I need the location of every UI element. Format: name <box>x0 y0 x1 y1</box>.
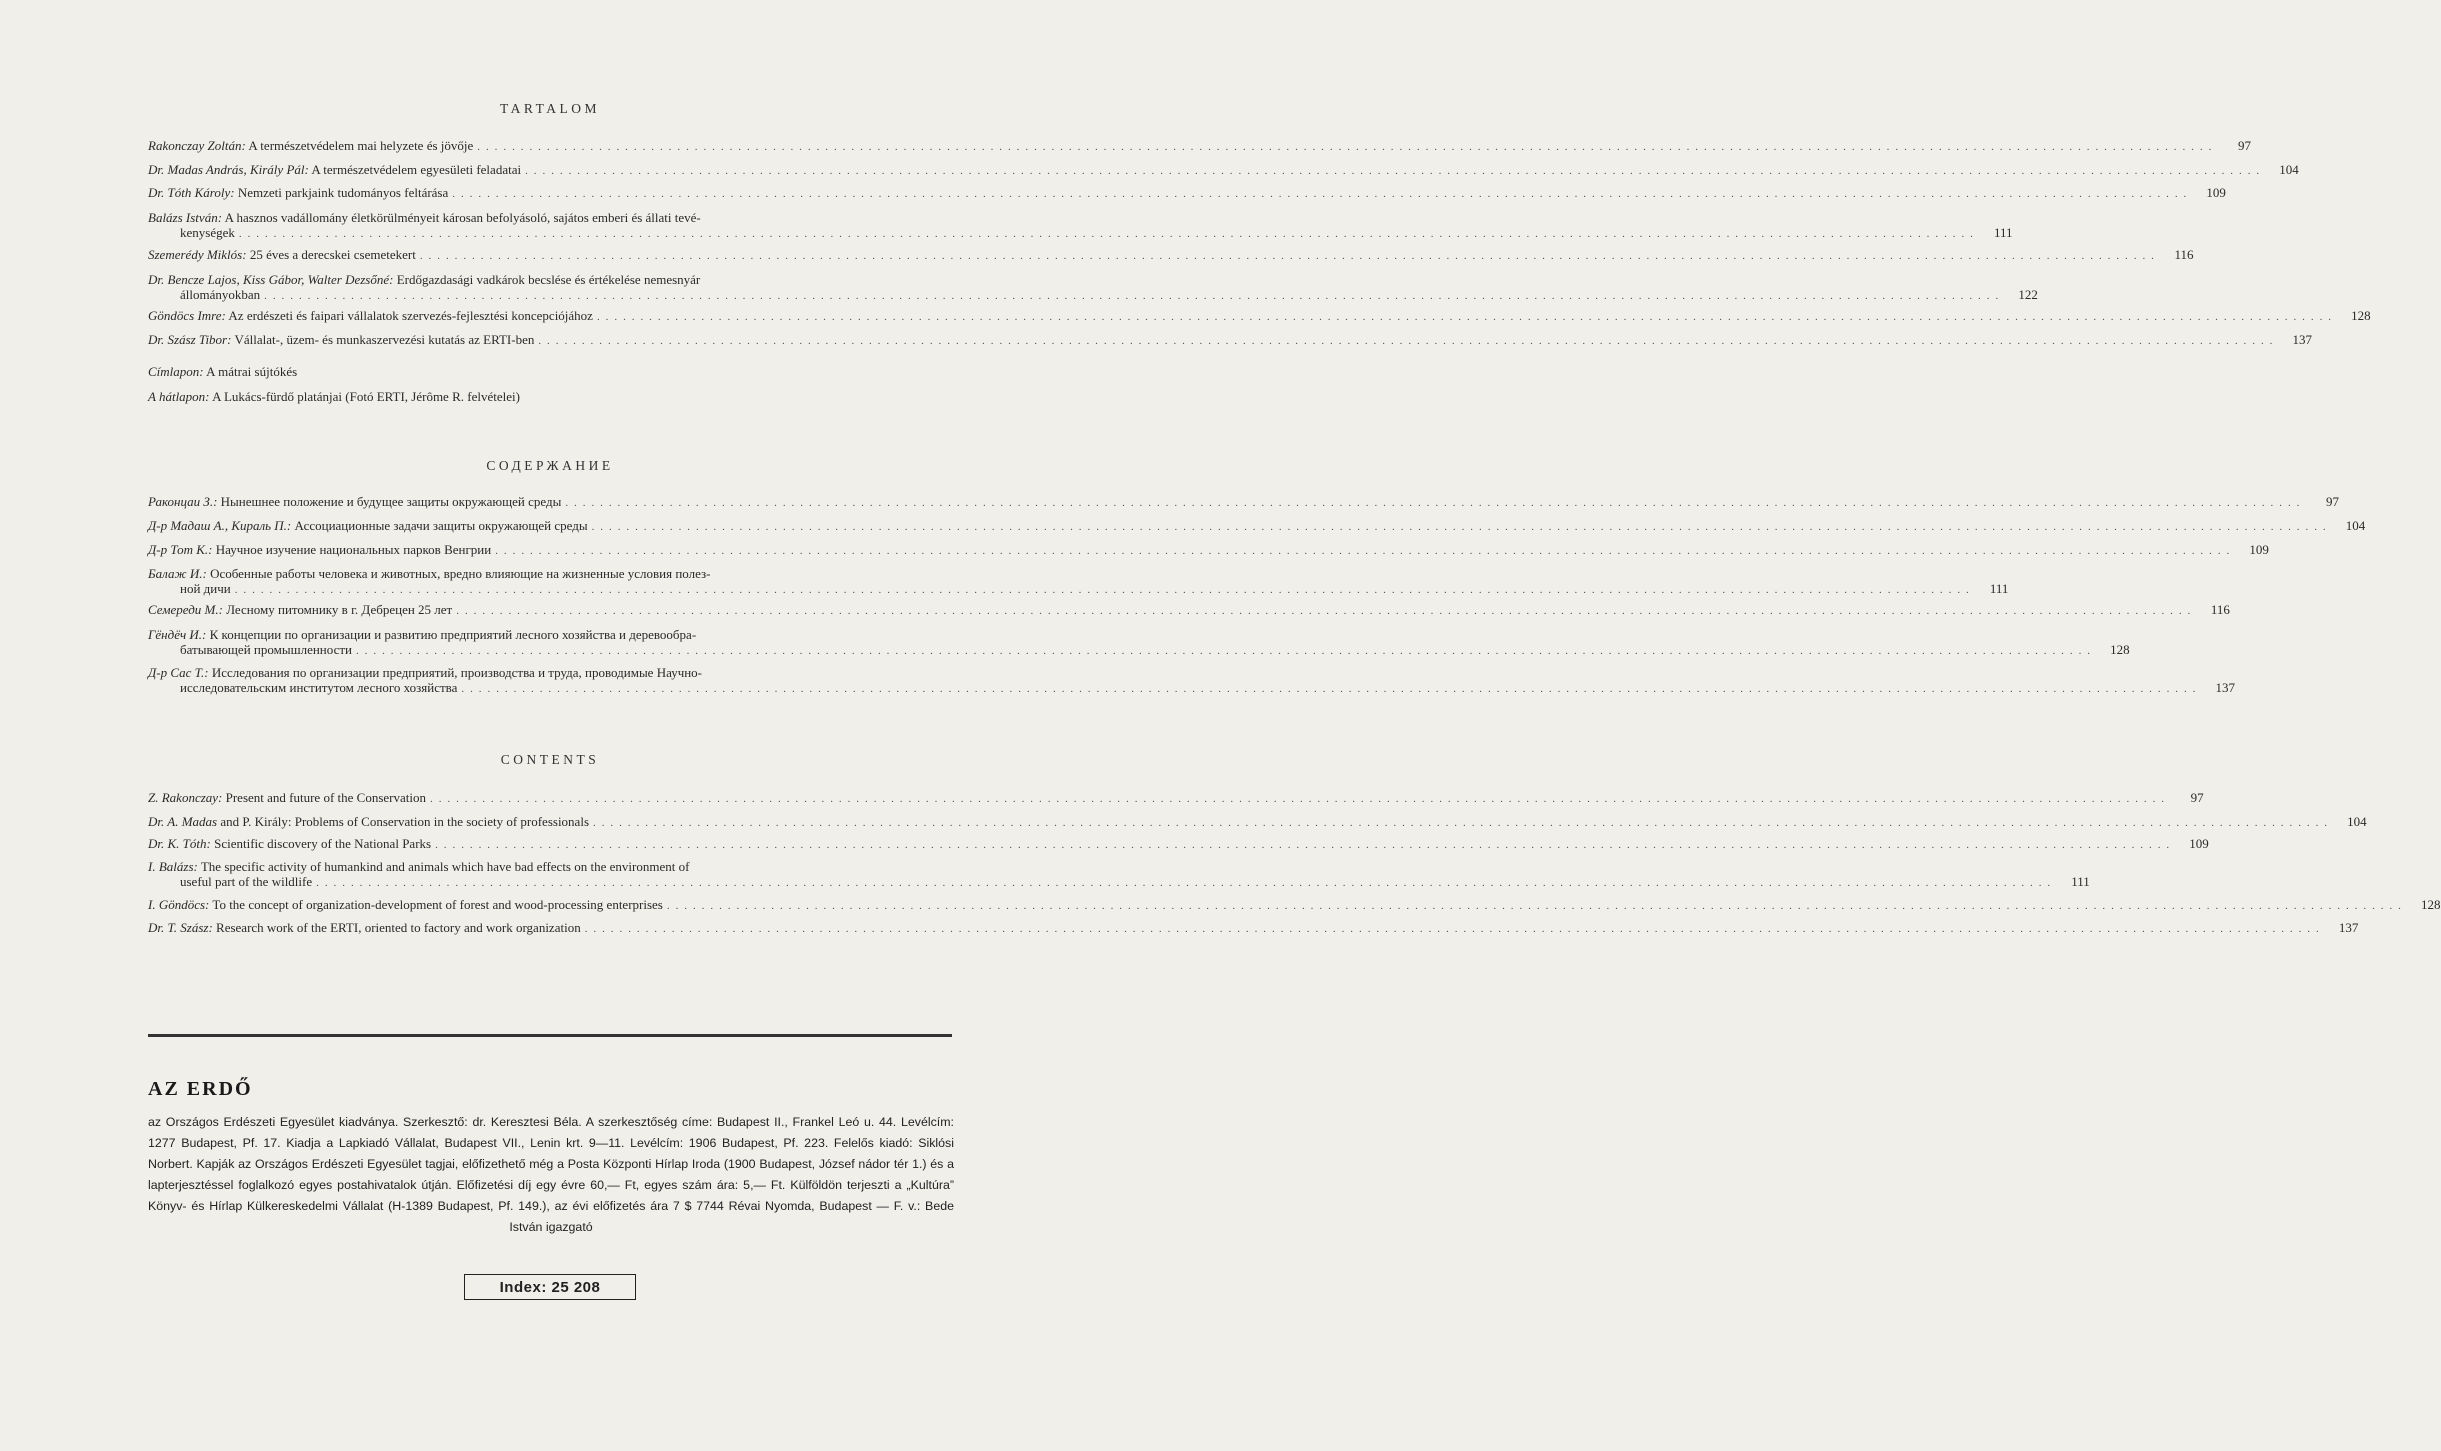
back-caption <box>148 389 951 404</box>
toc-page-number: 109 <box>2189 836 2209 851</box>
toc-page-number: 128 <box>2421 897 2441 912</box>
toc-entry <box>148 566 2009 598</box>
toc-page-number: 137 <box>2215 680 2236 695</box>
toc-title-continued: батывающей промышленности <box>180 642 352 657</box>
back-text: A Lukács-fürdő platánjai (Fotó ERTI, Jérôme R. felvételei) <box>212 389 520 404</box>
toc-author: Д-р Тот К.: <box>148 542 213 557</box>
toc-page-number: 122 <box>2018 287 2038 302</box>
tartalom-heading: TARTALOM <box>499 101 601 116</box>
toc-author: Dr. Szász Tibor: <box>148 332 232 347</box>
toc-author: Д-р Сас Т.: <box>148 665 209 680</box>
toc-entry <box>148 790 2204 807</box>
toc-author: Dr. A. Madas <box>148 814 218 829</box>
masthead-title: AZ ERDŐ <box>148 1078 253 1100</box>
toc-page-number: 111 <box>2071 874 2090 889</box>
toc-entry <box>148 920 2359 937</box>
toc-author: Dr. K. Tóth: <box>148 836 211 851</box>
toc-page-number: 109 <box>2249 542 2269 557</box>
toc-title: Лесному питомнику в г. Дебрецен 25 лет <box>226 602 453 617</box>
toc-page-number: 97 <box>2326 494 2339 509</box>
back-label: A hátlapon: <box>148 389 210 404</box>
leader-dots: . . . . . . . . . . . . . . . . . . . . . . . . . . . . . . . . . . . . . . . . . . . . . . . . . . . . . . . . . . . . . . . . . . . . . . . . . . . . . . . . . . . . . . . . . . . . . . . . . . . . . . . . . . . . . . . . . . . . . . . . . . . . . . . . . . . . . . . . . . . . . . . . . . . . . . . . . . . . . . . . . . . . . . . . . . . . . . . . . . . . . . . . . . . . . . . . . . . . . . . . <box>477 141 2213 153</box>
leader-dots: . . . . . . . . . . . . . . . . . . . . . . . . . . . . . . . . . . . . . . . . . . . . . . . . . . . . . . . . . . . . . . . . . . . . . . . . . . . . . . . . . . . . . . . . . . . . . . . . . . . . . . . . . . . . . . . . . . . . . . . . . . . . . . . . . . . . . . . . . . . . . . . . . . . . . . . . . . . . . . . . . . . . . . . . . . . . . . . . . . . . . . . . . . . . . . . . . . . . . . . . <box>461 683 2198 695</box>
toc-author: Балаж И.: <box>148 566 207 581</box>
leader-dots: . . . . . . . . . . . . . . . . . . . . . . . . . . . . . . . . . . . . . . . . . . . . . . . . . . . . . . . . . . . . . . . . . . . . . . . . . . . . . . . . . . . . . . . . . . . . . . . . . . . . . . . . . . . . . . . . . . . . . . . . . . . . . . . . . . . . . . . . . . . . . . . . . . . . . . . . . . . . . . . . . . . . . . . . . . . . . . . . . . . . . . . . . . . . . . . . . . . . . . . . <box>238 228 1975 240</box>
toc-entry <box>148 665 2236 697</box>
toc-title: Erdőgazdasági vadkárok becslése és értékelése nemesnyár <box>396 272 701 287</box>
leader-dots: . . . . . . . . . . . . . . . . . . . . . . . . . . . . . . . . . . . . . . . . . . . . . . . . . . . . . . . . . . . . . . . . . . . . . . . . . . . . . . . . . . . . . . . . . . . . . . . . . . . . . . . . . . . . . . . . . . . . . . . . . . . . . . . . . . . . . . . . . . . . . . . . . . . . . . . . . . . . . . . . . . . . . . . . . . . . . . . . . . . . . . . . . . . . . . . . . . . . . . . . <box>525 165 2261 177</box>
leader-dots: . . . . . . . . . . . . . . . . . . . . . . . . . . . . . . . . . . . . . . . . . . . . . . . . . . . . . . . . . . . . . . . . . . . . . . . . . . . . . . . . . . . . . . . . . . . . . . . . . . . . . . . . . . . . . . . . . . . . . . . . . . . . . . . . . . . . . . . . . . . . . . . . . . . . . . . . . . . . . . . . . . . . . . . . . . . . . . . . . . . . . . . . . . . . . . . . . . . . . . . . <box>591 521 2328 533</box>
leader-dots: . . . . . . . . . . . . . . . . . . . . . . . . . . . . . . . . . . . . . . . . . . . . . . . . . . . . . . . . . . . . . . . . . . . . . . . . . . . . . . . . . . . . . . . . . . . . . . . . . . . . . . . . . . . . . . . . . . . . . . . . . . . . . . . . . . . . . . . . . . . . . . . . . . . . . . . . . . . . . . . . . . . . . . . . . . . . . . . . . . . . . . . . . . . . . . . . . . . . . . . . <box>452 188 2188 200</box>
toc-author: Dr. T. Szász: <box>148 920 213 935</box>
toc-title: Az erdészeti és faipari vállalatok szervezés-fejlesztési koncepciójához <box>228 308 593 323</box>
toc-title: Present and future of the Conservation <box>225 790 426 805</box>
toc-page-number: 97 <box>2237 138 2251 153</box>
toc-title: Нынешнее положение и будущее защиты окружающей среды <box>220 494 562 509</box>
toc-title: The specific activity of humankind and animals which have bad effects on the environment of <box>200 859 690 874</box>
toc-page-number: 104 <box>2279 162 2299 177</box>
toc-author: Z. Rakonczay: <box>148 790 223 805</box>
toc-title: Nemzeti parkjaink tudományos feltárása <box>237 185 449 200</box>
toc-entry <box>148 332 2313 349</box>
leader-dots: . . . . . . . . . . . . . . . . . . . . . . . . . . . . . . . . . . . . . . . . . . . . . . . . . . . . . . . . . . . . . . . . . . . . . . . . . . . . . . . . . . . . . . . . . . . . . . . . . . . . . . . . . . . . . . . . . . . . . . . . . . . . . . . . . . . . . . . . . . . . . . . . . . . . . . . . . . . . . . . . . . . . . . . . . . . . . . . . . . . . . . . . . . . . . . . . . . . . . . . . <box>430 793 2166 805</box>
leader-dots: . . . . . . . . . . . . . . . . . . . . . . . . . . . . . . . . . . . . . . . . . . . . . . . . . . . . . . . . . . . . . . . . . . . . . . . . . . . . . . . . . . . . . . . . . . . . . . . . . . . . . . . . . . . . . . . . . . . . . . . . . . . . . . . . . . . . . . . . . . . . . . . . . . . . . . . . . . . . . . . . . . . . . . . . . . . . . . . . . . . . . . . . . . . . . . . . . . . . . . . . <box>355 645 2092 657</box>
toc-entry <box>148 627 2130 659</box>
toc-entry <box>148 814 2367 831</box>
toc-author: Szemerédy Miklós: <box>148 247 247 262</box>
toc-entry <box>148 897 2441 914</box>
toc-author: Dr. Tóth Károly: <box>148 185 235 200</box>
toc-title-continued: ной дичи <box>180 581 231 596</box>
toc-title: Исследования по организации предприятий, производства и труда, проводимые Научно- <box>211 665 703 680</box>
leader-dots: . . . . . . . . . . . . . . . . . . . . . . . . . . . . . . . . . . . . . . . . . . . . . . . . . . . . . . . . . . . . . . . . . . . . . . . . . . . . . . . . . . . . . . . . . . . . . . . . . . . . . . . . . . . . . . . . . . . . . . . . . . . . . . . . . . . . . . . . . . . . . . . . . . . . . . . . . . . . . . . . . . . . . . . . . . . . . . . . . . . . . . . . . . . . . . . . . . . . . . . . <box>316 877 2052 889</box>
toc-title: A hasznos vadállomány életkörülményeit károsan befolyásoló, sajátos emberi és állati tevé- <box>224 210 701 225</box>
cover-label: Címlapon: <box>148 364 204 379</box>
toc-author: Göndöcs Imre: <box>148 308 226 323</box>
toc-title: Особенные работы человека и животных, вредно влияющие на жизненные условия полез- <box>210 566 711 581</box>
leader-dots: . . . . . . . . . . . . . . . . . . . . . . . . . . . . . . . . . . . . . . . . . . . . . . . . . . . . . . . . . . . . . . . . . . . . . . . . . . . . . . . . . . . . . . . . . . . . . . . . . . . . . . . . . . . . . . . . . . . . . . . . . . . . . . . . . . . . . . . . . . . . . . . . . . . . . . . . . . . . . . . . . . . . . . . . . . . . . . . . . . . . . . . . . . . . . . . . . . . . . . . . <box>495 545 2231 557</box>
toc-title: К концепции по организации и развитию предприятий лесного хозяйства и деревообра- <box>209 627 697 642</box>
toc-author: Dr. Madas András, Király Pál: <box>148 162 309 177</box>
toc-title: Ассоциационные задачи защиты окружающей среды <box>294 518 588 533</box>
toc-title: 25 éves a derecskei csemetekert <box>249 247 416 262</box>
leader-dots: . . . . . . . . . . . . . . . . . . . . . . . . . . . . . . . . . . . . . . . . . . . . . . . . . . . . . . . . . . . . . . . . . . . . . . . . . . . . . . . . . . . . . . . . . . . . . . . . . . . . . . . . . . . . . . . . . . . . . . . . . . . . . . . . . . . . . . . . . . . . . . . . . . . . . . . . . . . . . . . . . . . . . . . . . . . . . . . . . . . . . . . . . . . . . . . . . . . . . . . . <box>593 817 2329 829</box>
toc-entry <box>148 602 2230 619</box>
toc-title: To the concept of organization-development of forest and wood-processing enterprises <box>212 897 663 912</box>
toc-entry <box>148 247 2194 264</box>
toc-page-number: 128 <box>2110 642 2130 657</box>
toc-page-number: 128 <box>2351 308 2371 323</box>
toc-entry <box>148 272 2038 304</box>
toc-author: Dr. Bencze Lajos, Kiss Gábor, Walter Dezsőné: <box>148 272 394 287</box>
toc-page-number: 111 <box>1993 225 2013 240</box>
toc-title: Research work of the ERTI, oriented to factory and work organization <box>216 920 581 935</box>
toc-page-number: 97 <box>2190 790 2204 805</box>
cover-caption <box>148 364 951 379</box>
toc-title: Scientific discovery of the National Parks <box>214 836 432 851</box>
toc-title-continued: исследовательским институтом лесного хозяйства <box>180 680 458 695</box>
toc-entry <box>148 542 2269 559</box>
toc-page-number: 116 <box>2210 602 2230 617</box>
soderzhanie-heading: СОДЕРЖАНИЕ <box>486 458 614 473</box>
leader-dots: . . . . . . . . . . . . . . . . . . . . . . . . . . . . . . . . . . . . . . . . . . . . . . . . . . . . . . . . . . . . . . . . . . . . . . . . . . . . . . . . . . . . . . . . . . . . . . . . . . . . . . . . . . . . . . . . . . . . . . . . . . . . . . . . . . . . . . . . . . . . . . . . . . . . . . . . . . . . . . . . . . . . . . . . . . . . . . . . . . . . . . . . . . . . . . . . . . . . . . . . <box>234 584 1971 596</box>
divider-rule <box>148 1034 952 1037</box>
leader-dots: . . . . . . . . . . . . . . . . . . . . . . . . . . . . . . . . . . . . . . . . . . . . . . . . . . . . . . . . . . . . . . . . . . . . . . . . . . . . . . . . . . . . . . . . . . . . . . . . . . . . . . . . . . . . . . . . . . . . . . . . . . . . . . . . . . . . . . . . . . . . . . . . . . . . . . . . . . . . . . . . . . . . . . . . . . . . . . . . . . . . . . . . . . . . . . . . . . . . . . . . <box>456 605 2192 617</box>
toc-title: A természetvédelem mai helyzete és jövője <box>248 138 474 153</box>
index-box: Index: 25 208 <box>464 1274 636 1300</box>
leader-dots: . . . . . . . . . . . . . . . . . . . . . . . . . . . . . . . . . . . . . . . . . . . . . . . . . . . . . . . . . . . . . . . . . . . . . . . . . . . . . . . . . . . . . . . . . . . . . . . . . . . . . . . . . . . . . . . . . . . . . . . . . . . . . . . . . . . . . . . . . . . . . . . . . . . . . . . . . . . . . . . . . . . . . . . . . . . . . . . . . . . . . . . . . . . . . . . . . . . . . . . . <box>565 497 2301 509</box>
toc-entry <box>148 185 2226 202</box>
cover-text: A mátrai sújtókés <box>206 364 298 379</box>
toc-entry <box>148 859 2090 891</box>
toc-title: A természetvédelem egyesületi feladatai <box>311 162 522 177</box>
leader-dots: . . . . . . . . . . . . . . . . . . . . . . . . . . . . . . . . . . . . . . . . . . . . . . . . . . . . . . . . . . . . . . . . . . . . . . . . . . . . . . . . . . . . . . . . . . . . . . . . . . . . . . . . . . . . . . . . . . . . . . . . . . . . . . . . . . . . . . . . . . . . . . . . . . . . . . . . . . . . . . . . . . . . . . . . . . . . . . . . . . . . . . . . . . . . . . . . . . . . . . . . <box>435 839 2171 851</box>
leader-dots: . . . . . . . . . . . . . . . . . . . . . . . . . . . . . . . . . . . . . . . . . . . . . . . . . . . . . . . . . . . . . . . . . . . . . . . . . . . . . . . . . . . . . . . . . . . . . . . . . . . . . . . . . . . . . . . . . . . . . . . . . . . . . . . . . . . . . . . . . . . . . . . . . . . . . . . . . . . . . . . . . . . . . . . . . . . . . . . . . . . . . . . . . . . . . . . . . . . . . . . . <box>538 335 2275 347</box>
toc-author: Семереди М.: <box>148 602 223 617</box>
toc-author: Balázs István: <box>148 210 223 225</box>
toc-page-number: 137 <box>2292 332 2313 347</box>
contents-heading: CONTENTS <box>500 752 600 767</box>
toc-author: Rakonczay Zoltán: <box>148 138 246 153</box>
toc-page-number: 104 <box>2345 518 2366 533</box>
toc-title: Научное изучение национальных парков Венгрии <box>215 542 492 557</box>
toc-entry <box>148 138 2251 155</box>
toc-title-continued: useful part of the wildlife <box>180 874 313 889</box>
toc-entry <box>148 210 2013 242</box>
toc-author: Раконцаи З.: <box>148 494 218 509</box>
toc-author: Д-р Мадаш А., Кираль П.: <box>148 518 292 533</box>
toc-page-number: 104 <box>2347 814 2367 829</box>
toc-page-number: 116 <box>2174 247 2194 262</box>
toc-title-continued: állományokban <box>180 287 261 302</box>
toc-page-number: 109 <box>2206 185 2226 200</box>
leader-dots: . . . . . . . . . . . . . . . . . . . . . . . . . . . . . . . . . . . . . . . . . . . . . . . . . . . . . . . . . . . . . . . . . . . . . . . . . . . . . . . . . . . . . . . . . . . . . . . . . . . . . . . . . . . . . . . . . . . . . . . . . . . . . . . . . . . . . . . . . . . . . . . . . . . . . . . . . . . . . . . . . . . . . . . . . . . . . . . . . . . . . . . . . . . . . . . . . . . . . . . . <box>419 250 2156 262</box>
toc-title: and P. Király: Problems of Conservation in the society of professionals <box>220 814 589 829</box>
toc-entry <box>148 162 2299 179</box>
toc-entry <box>148 518 2366 535</box>
toc-author: I. Balázs: <box>148 859 198 874</box>
toc-entry <box>148 494 2339 511</box>
toc-title: Vállalat-, üzem- és munkaszervezési kutatás az ERTI-ben <box>234 332 535 347</box>
toc-page-number: 137 <box>2338 920 2359 935</box>
toc-entry <box>148 308 2371 325</box>
toc-author: Гëндëч И.: <box>148 627 207 642</box>
toc-author: I. Göndöcs: <box>148 897 210 912</box>
leader-dots: . . . . . . . . . . . . . . . . . . . . . . . . . . . . . . . . . . . . . . . . . . . . . . . . . . . . . . . . . . . . . . . . . . . . . . . . . . . . . . . . . . . . . . . . . . . . . . . . . . . . . . . . . . . . . . . . . . . . . . . . . . . . . . . . . . . . . . . . . . . . . . . . . . . . . . . . . . . . . . . . . . . . . . . . . . . . . . . . . . . . . . . . . . . . . . . . . . . . . . . . <box>666 900 2403 912</box>
toc-page-number: 111 <box>1989 581 2009 596</box>
toc-entry <box>148 836 2209 853</box>
leader-dots: . . . . . . . . . . . . . . . . . . . . . . . . . . . . . . . . . . . . . . . . . . . . . . . . . . . . . . . . . . . . . . . . . . . . . . . . . . . . . . . . . . . . . . . . . . . . . . . . . . . . . . . . . . . . . . . . . . . . . . . . . . . . . . . . . . . . . . . . . . . . . . . . . . . . . . . . . . . . . . . . . . . . . . . . . . . . . . . . . . . . . . . . . . . . . . . . . . . . . . . . <box>596 311 2333 323</box>
masthead-text: az Országos Erdészeti Egyesület kiadványa. Szerkesztő: dr. Keresztesi Béla. A szerkesztőség címe: Budapest II., Frankel Leó u. 44. Levélcím: 1277 Budapest, Pf. 17. Kiadja a Lapkiadó Vállalat, Budapest VII., Lenin krt. 9—11. Levélcím: 1906 Budapest, Pf. 223. Felelős kiadó: Siklósi Norbert. Kapják az Országos Erdészeti Egyesület tagjai, előfizethető még a Posta Központi Hírlap Iroda (1900 Budapest, József nádor tér 1.) és a lapterjesztéssel foglalkozó egyes postahivatalok útján. Előfizetési díj egy évre 60,— Ft, egyes szám ára: 5,— Ft. Külföldön terjeszti a „Kultúra” Könyv- és Hírlap Külkereskedelmi Vállalat (H-1389 Budapest, Pf. 149.), az évi előfizetés ára 7 $ 7744 Révai Nyomda, Budapest — F. v.: Bede István igazgató <box>148 1115 954 1235</box>
leader-dots: . . . . . . . . . . . . . . . . . . . . . . . . . . . . . . . . . . . . . . . . . . . . . . . . . . . . . . . . . . . . . . . . . . . . . . . . . . . . . . . . . . . . . . . . . . . . . . . . . . . . . . . . . . . . . . . . . . . . . . . . . . . . . . . . . . . . . . . . . . . . . . . . . . . . . . . . . . . . . . . . . . . . . . . . . . . . . . . . . . . . . . . . . . . . . . . . . . . . . . . . <box>584 923 2321 935</box>
leader-dots: . . . . . . . . . . . . . . . . . . . . . . . . . . . . . . . . . . . . . . . . . . . . . . . . . . . . . . . . . . . . . . . . . . . . . . . . . . . . . . . . . . . . . . . . . . . . . . . . . . . . . . . . . . . . . . . . . . . . . . . . . . . . . . . . . . . . . . . . . . . . . . . . . . . . . . . . . . . . . . . . . . . . . . . . . . . . . . . . . . . . . . . . . . . . . . . . . . . . . . . . <box>264 290 2000 302</box>
toc-title-continued: kenységek <box>180 225 235 240</box>
